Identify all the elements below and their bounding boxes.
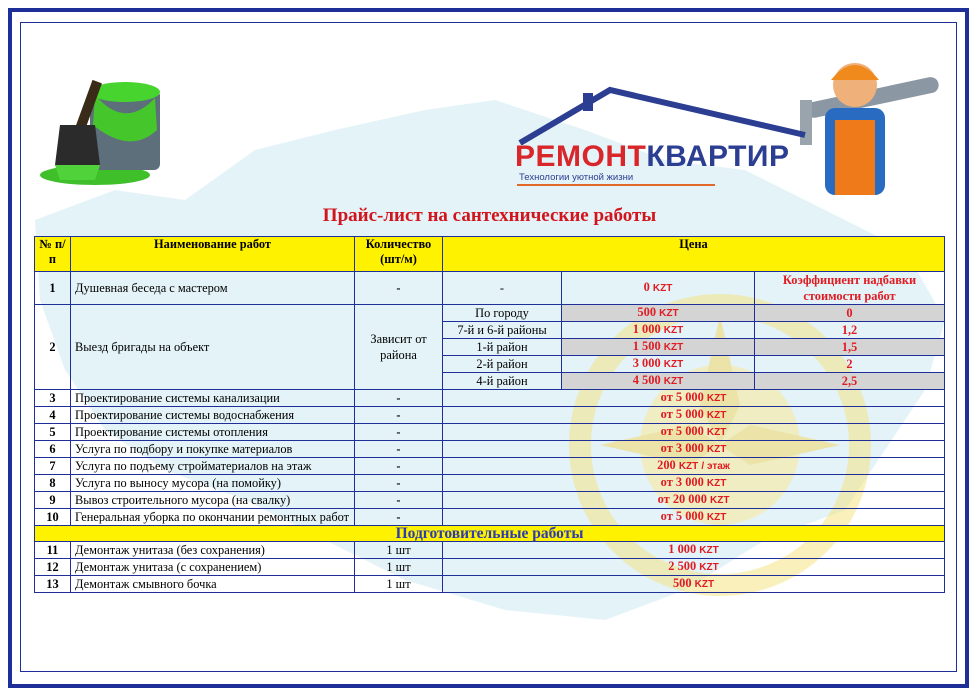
currency-unit: KZT [659, 308, 679, 319]
zone-label: 1-й район [443, 339, 562, 356]
row-price [443, 458, 945, 475]
zone-label: 7-й и 6-й районы [443, 322, 562, 339]
roof-icon [515, 85, 815, 145]
table-row [35, 492, 945, 509]
plumber-worker-icon [795, 50, 945, 195]
row-qty: 1 шт [355, 559, 443, 576]
price-prefix: от [660, 424, 673, 438]
row-price [443, 576, 945, 593]
brand-logo [515, 85, 815, 190]
row-price [443, 407, 945, 424]
row-qty: - [355, 424, 443, 441]
header-price: Цена [443, 237, 945, 272]
table-row [35, 441, 945, 458]
row-price [443, 492, 945, 509]
currency-unit: KZT [663, 325, 684, 336]
price-prefix: от [660, 509, 673, 523]
price-value: 1 000 [632, 322, 661, 336]
table-row [35, 458, 945, 475]
row-num: 9 [35, 492, 71, 509]
brand-name-part2: КВАРТИР [646, 140, 790, 173]
row-qty: 1 шт [355, 576, 443, 593]
brand-underline [517, 184, 715, 186]
price-value: 5 000 [675, 390, 704, 404]
row-num: 2 [35, 305, 71, 390]
currency-unit: KZT [678, 461, 699, 472]
row-num: 5 [35, 424, 71, 441]
coef-header: Коэффициент надбавки стоимости работ [755, 272, 945, 305]
row-name: Душевная беседа с мастером [71, 272, 355, 305]
price-value: 5 000 [675, 424, 704, 438]
price-value: 5 000 [675, 407, 704, 421]
row-qty: - [355, 475, 443, 492]
row-qty: Зависит от района [355, 305, 443, 390]
row-name: Услуга по подъему стройматериалов на этаж [71, 458, 355, 475]
row-name: Вывоз строительного мусора (на свалку) [71, 492, 355, 509]
row-name: Проектирование системы отопления [71, 424, 355, 441]
row-price [443, 390, 945, 407]
price-value: 20 000 [672, 492, 707, 506]
price-prefix: от [660, 475, 673, 489]
currency-unit: KZT [706, 393, 727, 404]
price-prefix: от [660, 441, 673, 455]
header-qty: Количество (шт/м) [355, 237, 443, 272]
price-value: 3 000 [675, 441, 704, 455]
table-row [35, 272, 945, 305]
row-name: Услуга по выносу мусора (на помойку) [71, 475, 355, 492]
section-header-row [35, 526, 945, 542]
row-num: 13 [35, 576, 71, 593]
table-row [35, 542, 945, 559]
zone-price [562, 322, 755, 339]
row-name: Демонтаж смывного бочка [71, 576, 355, 593]
row-name: Генеральная уборка по окончании ремонтных работ [71, 509, 355, 526]
header-name: Наименование работ [71, 237, 355, 272]
currency-unit: KZT [706, 512, 727, 523]
row-num: 6 [35, 441, 71, 458]
row-qty: - [355, 492, 443, 509]
row-name: Демонтаж унитаза (без сохранения) [71, 542, 355, 559]
row-qty: - [355, 272, 443, 305]
row-num: 3 [35, 390, 71, 407]
zone-coef: 1,2 [755, 322, 945, 339]
price-value: 0 [643, 280, 650, 294]
currency-unit: KZT [706, 444, 727, 455]
row-price [443, 475, 945, 492]
row-price [443, 509, 945, 526]
table-row [35, 424, 945, 441]
price-suffix: / этаж [701, 461, 730, 472]
row-price [443, 542, 945, 559]
price-value: 200 [657, 458, 676, 472]
price-value: 500 [637, 305, 657, 319]
zone-coef: 2,5 [755, 373, 945, 390]
row-qty: - [355, 509, 443, 526]
row-qty: - [355, 407, 443, 424]
price-value: 1 000 [668, 542, 697, 556]
currency-unit: KZT [663, 376, 684, 387]
price-value: 2 500 [668, 559, 697, 573]
price-value: 1 500 [632, 339, 661, 353]
row-num: 12 [35, 559, 71, 576]
price-value: 4 500 [632, 373, 661, 387]
zone-label: По городу [443, 305, 562, 322]
zone-price [562, 339, 755, 356]
currency-unit: KZT [663, 359, 684, 370]
price-value: 3 000 [675, 475, 704, 489]
row-num: 1 [35, 272, 71, 305]
table-row [35, 509, 945, 526]
table-header-row [35, 237, 945, 272]
row-price [562, 272, 755, 305]
paint-bucket-brush-icon [35, 70, 170, 190]
table-row [35, 407, 945, 424]
row-name: Проектирование системы водоснабжения [71, 407, 355, 424]
table-row [35, 475, 945, 492]
table-row [35, 305, 945, 322]
section-title: Подготовительные работы [35, 526, 945, 542]
zone-coef: 1,5 [755, 339, 945, 356]
currency-unit: KZT [706, 478, 727, 489]
zone-price [562, 356, 755, 373]
brand-name [515, 140, 790, 174]
price-table [34, 236, 945, 593]
row-qty: - [355, 458, 443, 475]
row-qty: - [355, 390, 443, 407]
row-qty: - [355, 441, 443, 458]
zone-label: 2-й район [443, 356, 562, 373]
currency-unit: KZT [663, 342, 684, 353]
row-name: Проектирование системы канализации [71, 390, 355, 407]
brand-name-part1: РЕМОНТ [515, 140, 647, 173]
row-price [443, 441, 945, 458]
row-num: 11 [35, 542, 71, 559]
row-name: Демонтаж унитаза (с сохранением) [71, 559, 355, 576]
zone-price [562, 305, 755, 322]
header-num: № п/п [35, 237, 71, 272]
row-name: Выезд бригады на объект [71, 305, 355, 390]
currency-unit: KZT [699, 545, 719, 556]
zone-price [562, 373, 755, 390]
row-num: 8 [35, 475, 71, 492]
row-name: Услуга по подбору и покупке материалов [71, 441, 355, 458]
row-price [443, 559, 945, 576]
row-num: 4 [35, 407, 71, 424]
price-value: 5 000 [675, 509, 704, 523]
price-prefix: от [657, 492, 670, 506]
price-value: 3 000 [632, 356, 661, 370]
row-num: 7 [35, 458, 71, 475]
zone-coef: 0 [755, 305, 945, 322]
currency-unit: KZT [706, 410, 727, 421]
price-prefix: от [660, 390, 673, 404]
row-sub: - [443, 272, 562, 305]
table-row [35, 390, 945, 407]
currency-unit: KZT [710, 495, 730, 506]
page-title: Прайс-лист на сантехнические работы [322, 205, 657, 226]
currency-unit: KZT [652, 283, 673, 294]
zone-coef: 2 [755, 356, 945, 373]
price-prefix: от [660, 407, 673, 421]
row-qty: 1 шт [355, 542, 443, 559]
table-row [35, 559, 945, 576]
currency-unit: KZT [706, 427, 727, 438]
currency-unit: KZT [699, 562, 719, 573]
currency-unit: KZT [694, 579, 715, 590]
table-row [35, 576, 945, 593]
brand-tagline: Технологии уютной жизни [519, 172, 634, 183]
zone-label: 4-й район [443, 373, 562, 390]
price-value: 500 [672, 576, 692, 590]
row-num: 10 [35, 509, 71, 526]
row-price [443, 424, 945, 441]
